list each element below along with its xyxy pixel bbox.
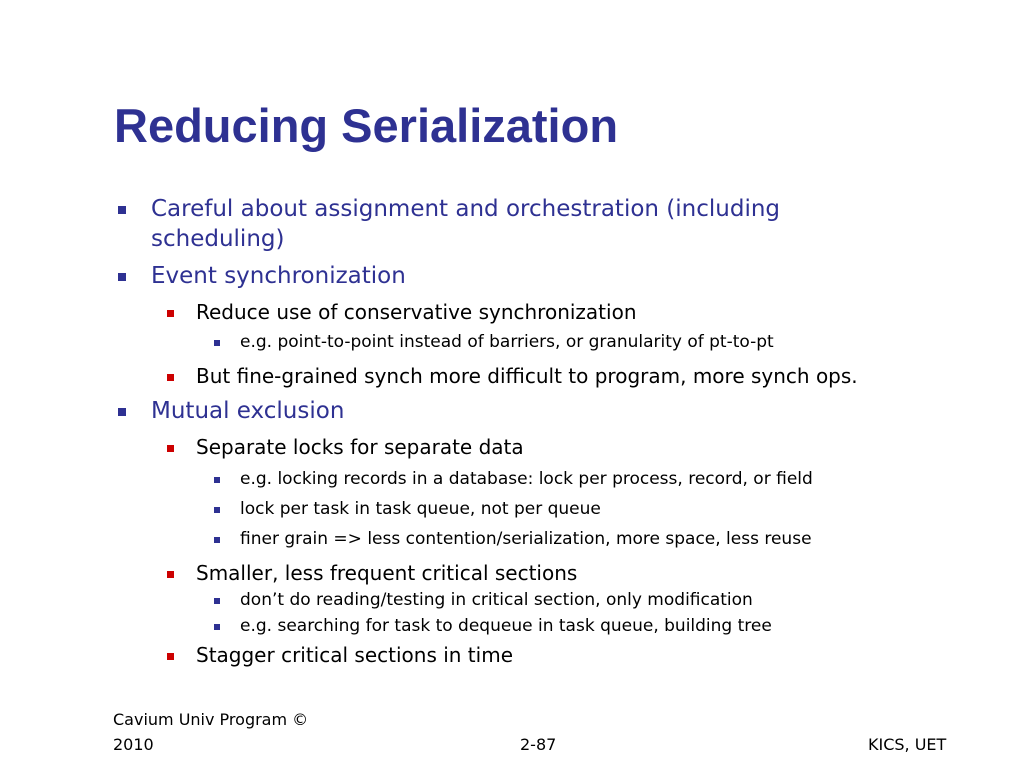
bullet-text: Stagger critical sections in time [196,643,513,667]
bullet-text: e.g. point-to-point instead of barriers, or granularity of pt-to-pt [240,332,774,352]
square-bullet-icon [167,310,174,317]
bullet-text: But fine-grained synch more difficult to program, more synch ops. [196,364,858,388]
square-bullet-icon [214,537,220,543]
square-bullet-icon [214,477,220,483]
bullet-text: Separate locks for separate data [196,435,524,459]
slide-title: Reducing Serialization [114,99,619,152]
square-bullet-icon [214,507,220,513]
bullet-text: e.g. locking records in a database: lock per process, record, or field [240,469,813,489]
square-bullet-icon [214,598,220,604]
square-bullet-icon [167,571,174,578]
bullet-text: don’t do reading/testing in critical section, only modification [240,590,753,610]
square-bullet-icon [118,206,126,214]
footer-copyright-line2: 2010 [113,735,154,754]
bullet-text: Mutual exclusion [151,398,345,424]
bullet-text: scheduling) [151,226,285,252]
footer-organization: KICS, UET [868,735,947,754]
bullet-text: Reduce use of conservative synchronization [196,300,637,324]
square-bullet-icon [214,624,220,630]
square-bullet-icon [167,374,174,381]
footer-copyright-line1: Cavium Univ Program © [113,710,309,729]
bullet-text: e.g. searching for task to dequeue in task queue, building tree [240,616,772,636]
bullet-text: lock per task in task queue, not per queue [240,499,601,519]
footer-page-number: 2-87 [520,735,557,754]
square-bullet-icon [214,340,220,346]
square-bullet-icon [167,653,174,660]
square-bullet-icon [118,408,126,416]
square-bullet-icon [118,273,126,281]
bullet-text: Event synchronization [151,263,406,289]
square-bullet-icon [167,445,174,452]
bullet-text: Careful about assignment and orchestration (including [151,196,781,222]
bullet-text: finer grain => less contention/serialization, more space, less reuse [240,529,812,549]
bullet-text: Smaller, less frequent critical sections [196,561,578,585]
